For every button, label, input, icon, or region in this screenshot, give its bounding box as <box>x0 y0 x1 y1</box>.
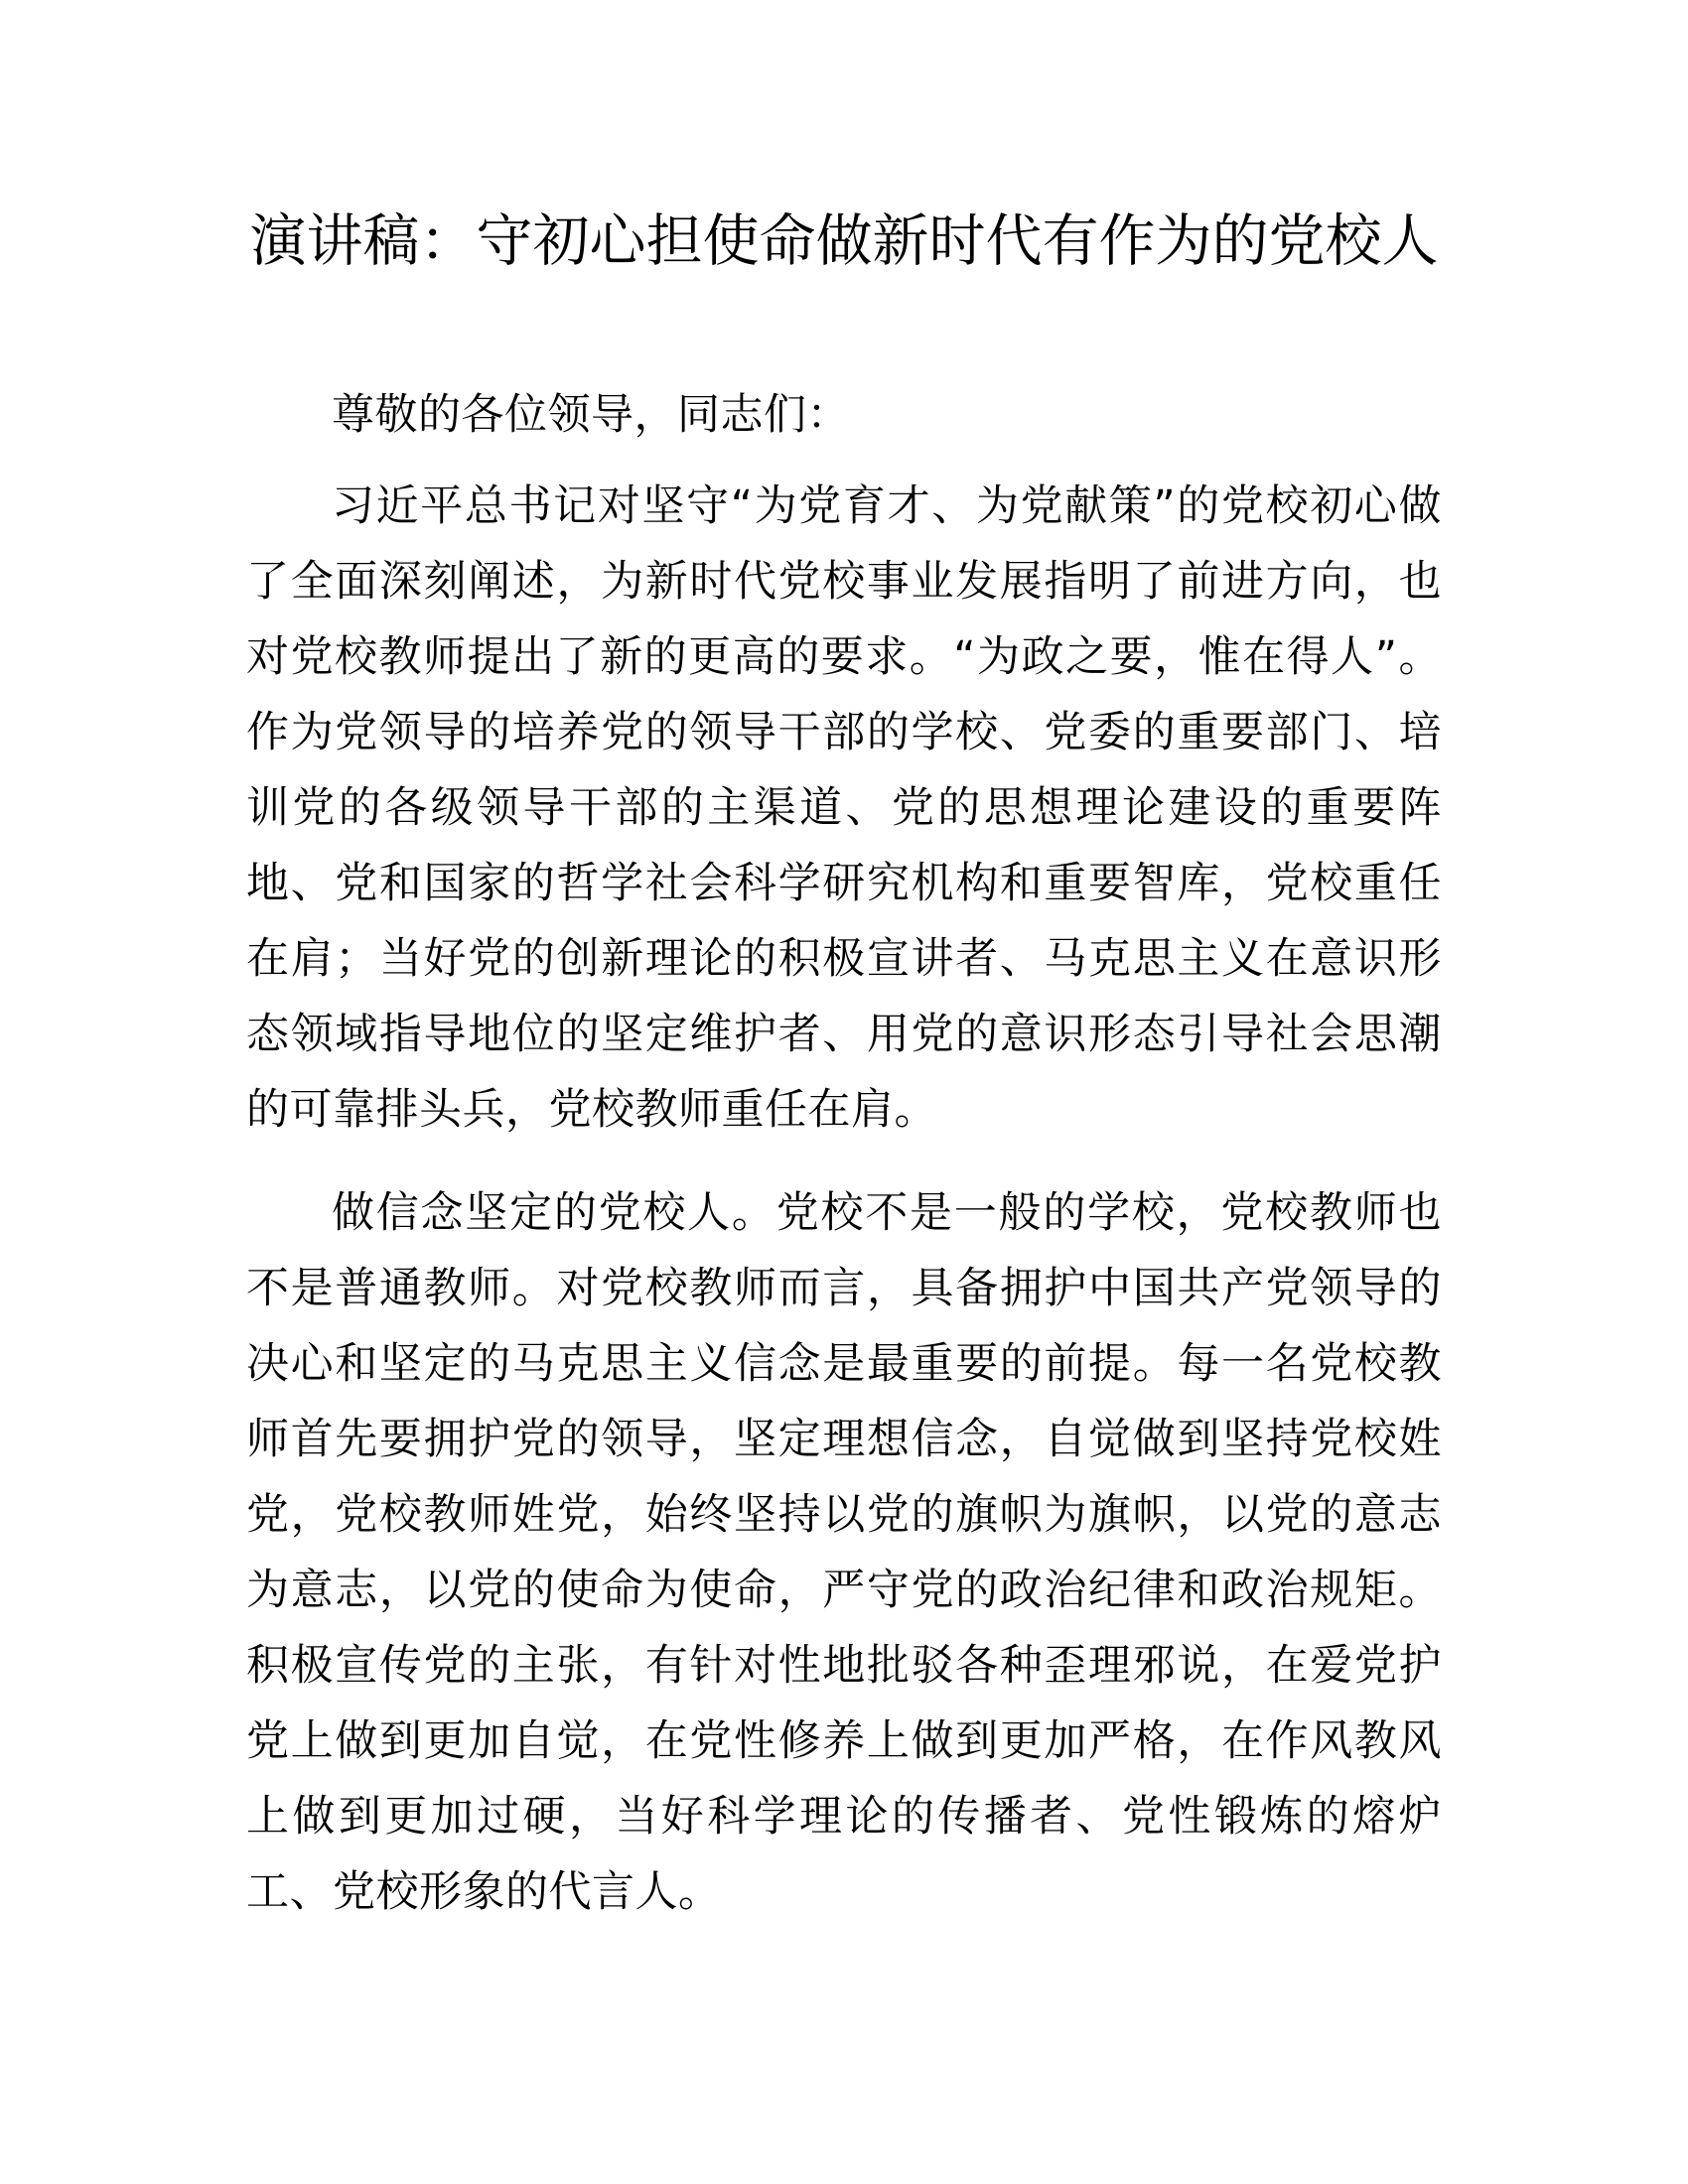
salutation: 尊敬的各位领导，同志们： <box>332 390 850 440</box>
paragraph-2: 做信念坚定的党校人。党校不是一般的学校，党校教师也不是普通教师。对党校教师而言，具备拥护中国共产党领导的决心和坚定的马克思主义信念是最重要的前提。每一名党校教师首先要拥护党的领导，坚定理想信念，自觉做到坚持党校姓党，党校教师姓党，始终坚持以党的旗帜为旗帜，以党的意志为意志，以党的使命为使命，严守党的政治纪律和政治规矩。积极宣传党的主张，有针对性地批驳各种歪理邪说，在爱党护党上做到更加自觉，在党性修养上做到更加严格，在作风教风上做到更加过硬，当好科学理论的传播者、党性锻炼的熔炉工、党校形象的代言人。 <box>246 1188 1442 1917</box>
paragraph-1: 习近平总书记对坚守“为党育才、为党献策”的党校初心做了全面深刻阐述，为新时代党校事业发展指明了前进方向，也对党校教师提出了新的更高的要求。“为政之要，惟在得人”。作为党领导的培养党的领导干部的学校、党委的重要部门、培训党的各级领导干部的主渠道、党的思想理论建设的重要阵地、党和国家的哲学社会科学研究机构和重要智库，党校重任在肩；当好党的创新理论的积极宣讲者、马克思主义在意识形态领域指导地位的坚定维护者、用党的意识形态引导社会思潮的可靠排头兵，党校教师重任在肩。 <box>246 481 1442 1135</box>
document-title: 演讲稿：守初心担使命做新时代有作为的党校人 <box>249 208 1439 274</box>
